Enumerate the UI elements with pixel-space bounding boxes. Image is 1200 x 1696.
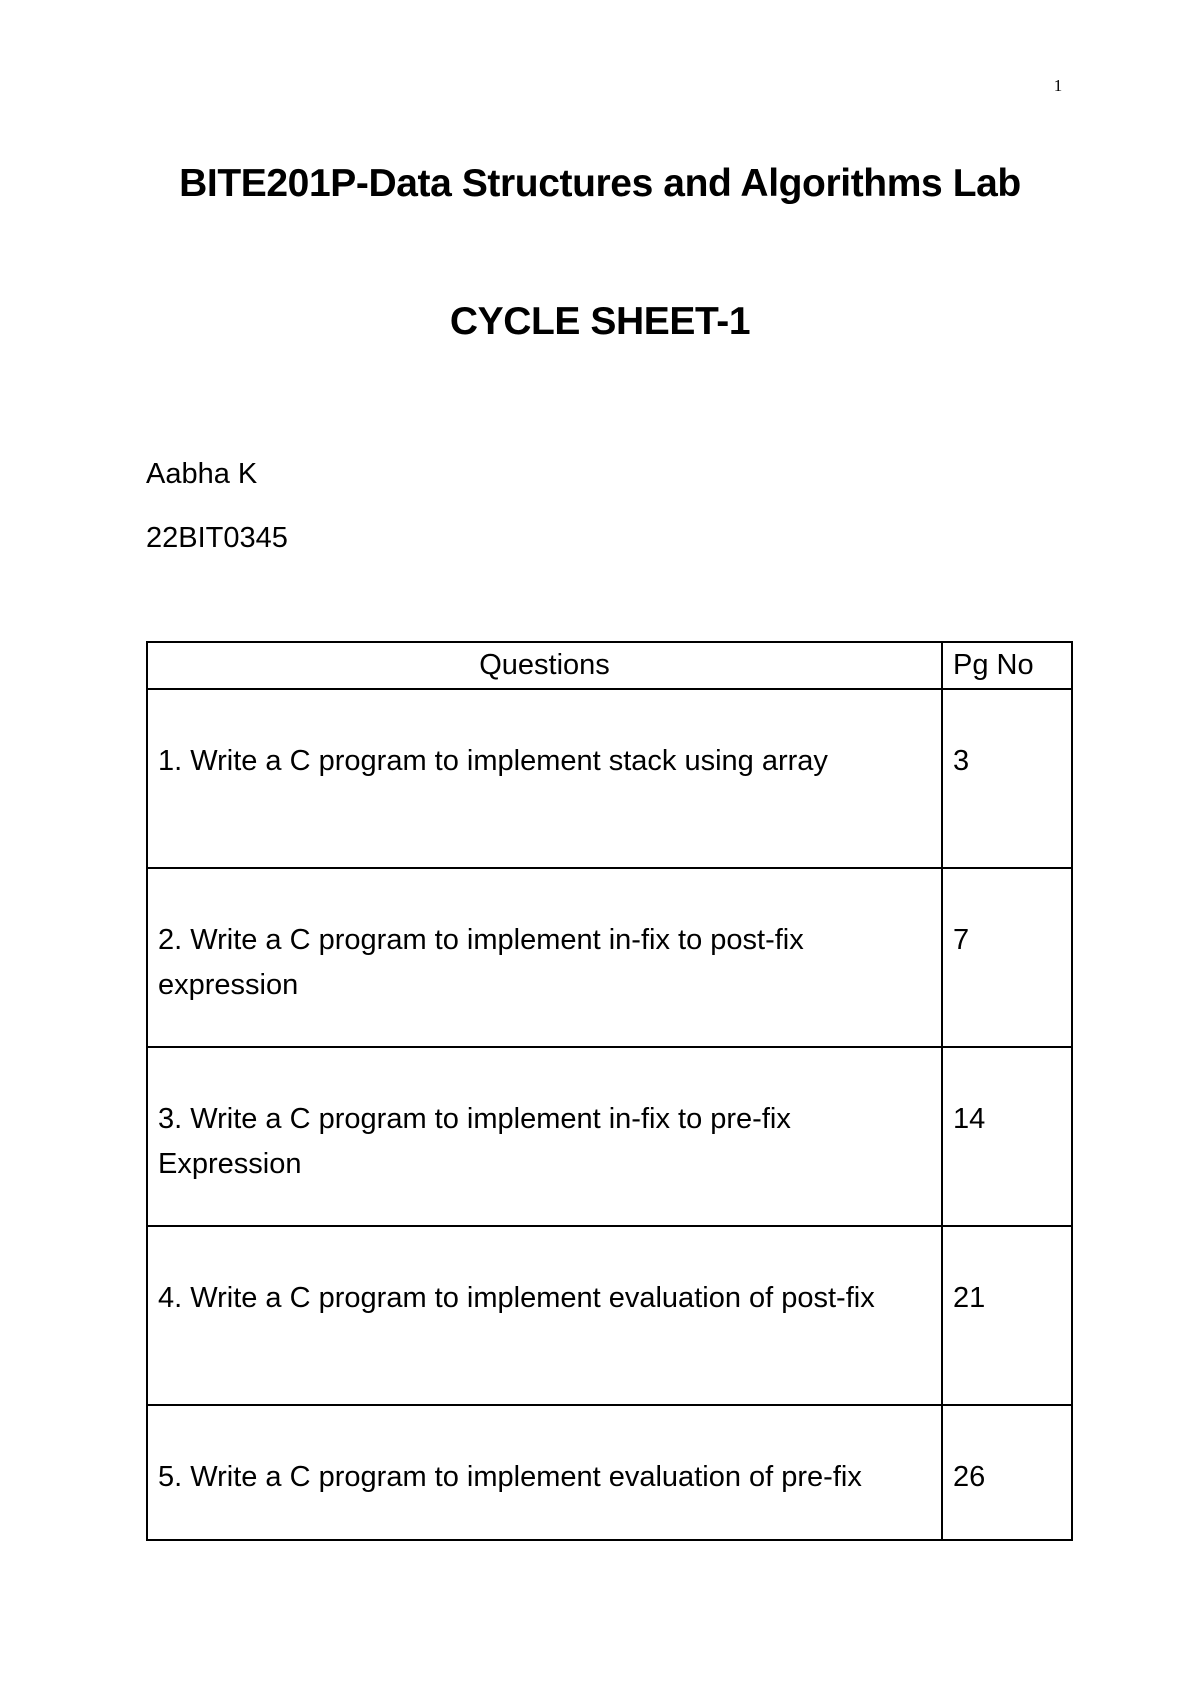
table-row [147,1405,1072,1540]
table-row [147,1226,1072,1405]
table-row [147,868,1072,1047]
student-name: Aabha K [146,458,258,490]
questions-table [146,641,1073,1541]
page-cell: 14 [942,1047,1072,1226]
question-cell: 4. Write a C program to implement evaluation of post-fix [147,1226,942,1405]
page-cell: 7 [942,868,1072,1047]
questions-header: Questions [147,642,942,689]
table-header-row [147,642,1072,689]
page-number: 1 [1053,76,1063,95]
student-id: 22BIT0345 [146,522,288,554]
document-title: BITE201P-Data Structures and Algorithms Lab [179,162,1021,205]
page-cell: 26 [942,1405,1072,1540]
question-cell: 3. Write a C program to implement in-fix to pre-fix Expression [147,1047,942,1226]
question-cell: 2. Write a C program to implement in-fix to post-fix expression [147,868,942,1047]
question-cell: 5. Write a C program to implement evaluation of pre-fix [147,1405,942,1540]
page-cell: 21 [942,1226,1072,1405]
page-number-header: Pg No [942,642,1072,689]
table-row [147,1047,1072,1226]
table-row [147,689,1072,868]
document-subtitle: CYCLE SHEET-1 [449,300,751,343]
question-cell: 1. Write a C program to implement stack using array [147,689,942,868]
page-cell: 3 [942,689,1072,868]
